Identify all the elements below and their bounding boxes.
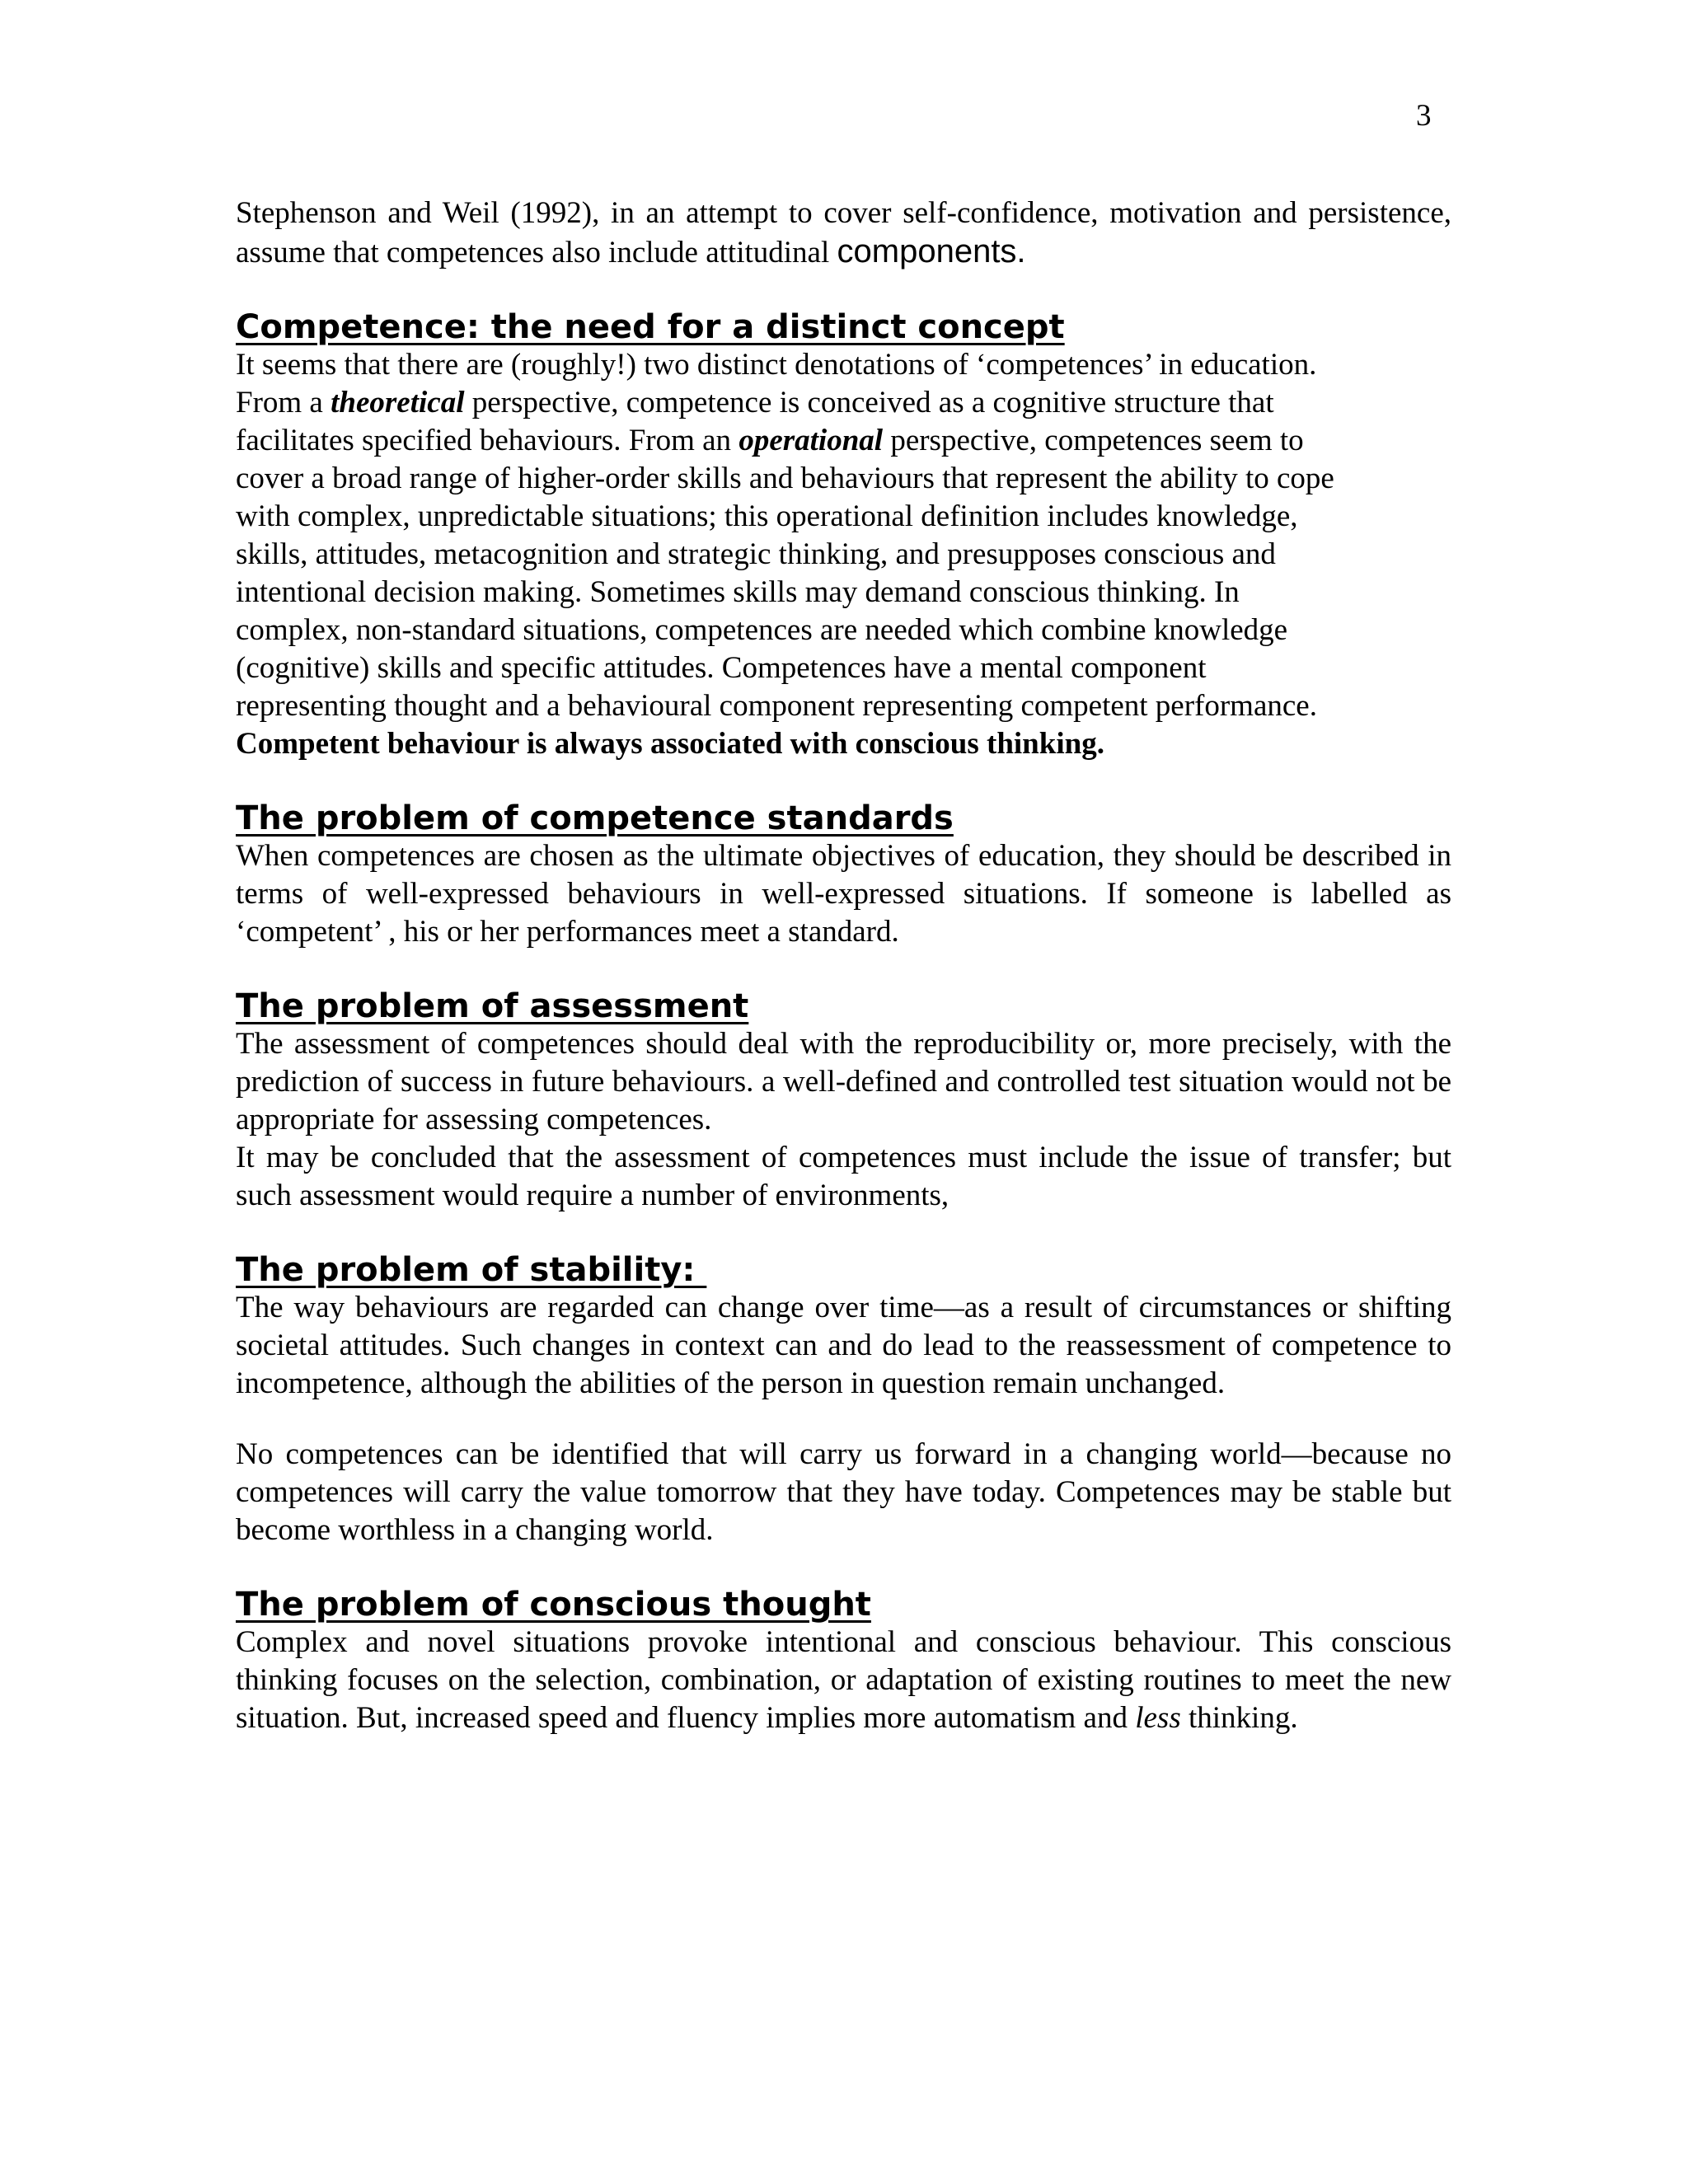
emphasis-operational: operational <box>738 424 884 457</box>
bold-statement: Competent behaviour is always associated with conscious thinking. <box>236 727 1104 761</box>
section-body-distinct-concept <box>236 346 1451 763</box>
line: cover a broad range of higher-order skills and behaviours that represent the ability to cope <box>236 462 1334 495</box>
section-body-stability-2: No competences can be identified that will carry us forward in a changing world—because no competences will carry the value tomorrow that they have today. Competences may be stable but become worthless in a changing world. <box>236 1437 1451 1547</box>
document-body <box>236 194 1451 1737</box>
text: Complex and novel situations provoke intentional and conscious behaviour. This conscious thinking focuses on the selection, combination, or adaptation of existing routines to meet the new situation. But, increased speed and fluency implies more automatism and <box>236 1625 1451 1735</box>
section-body-competence-standards: When competences are chosen as the ultimate objectives of education, they should be described in terms of well-expressed behaviours in well-expressed situations. If someone is labelled as ‘competent’ , his or her performances meet a standard. <box>236 839 1451 949</box>
line <box>236 422 1451 460</box>
line: representing thought and a behavioural component representing competent performance. <box>236 689 1317 723</box>
text: thinking. <box>1180 1701 1298 1735</box>
section-heading-conscious-thought: The problem of conscious thought <box>236 1586 871 1624</box>
emphasis-less: less <box>1135 1701 1181 1735</box>
section-heading-distinct-concept: Competence: the need for a distinct concept <box>236 308 1065 346</box>
page-number: 3 <box>1416 99 1432 133</box>
section-heading-stability: The problem of stability: <box>236 1251 707 1289</box>
section-body-assessment-1: The assessment of competences should deal with the reproducibility or, more precisely, with the prediction of success in future behaviours. a well-defined and controlled test situation would not be appropriate for assessing competences. <box>236 1027 1451 1137</box>
section-heading-assessment: The problem of assessment <box>236 987 749 1025</box>
section-heading-competence-standards: The problem of competence standards <box>236 799 954 837</box>
section-body-stability-1: The way behaviours are regarded can change over time—as a result of circumstances or shifting societal attitudes. Such changes in context can and do lead to the reassessment of competence to incompetence, although the abilities of the person in question remain unchanged. <box>236 1291 1451 1400</box>
section-body-assessment-2: It may be concluded that the assessment of competences must include the issue of transfer; but such assessment would require a number of environments, <box>236 1141 1451 1212</box>
section-body-conscious-thought <box>236 1624 1451 1737</box>
intro-text: Stephenson and Weil (1992), in an attempt to cover self-confidence, motivation and persistence, assume that competences also include attitudinal <box>236 196 1451 269</box>
line: intentional decision making. Sometimes skills may demand conscious thinking. In <box>236 575 1240 609</box>
text: perspective, competences seem to <box>883 424 1304 457</box>
intro-paragraph <box>236 194 1451 272</box>
line: complex, non-standard situations, competences are needed which combine knowledge <box>236 613 1288 647</box>
intro-last-word: components. <box>837 233 1026 269</box>
text: facilitates specified behaviours. From an <box>236 424 739 457</box>
emphasis-theoretical: theoretical <box>331 386 465 419</box>
text: From a <box>236 386 331 419</box>
line <box>236 384 1451 422</box>
line: (cognitive) skills and specific attitudes. Competences have a mental component <box>236 651 1207 685</box>
line: skills, attitudes, metacognition and strategic thinking, and presupposes conscious and <box>236 537 1276 571</box>
text: perspective, competence is conceived as a cognitive structure that <box>464 386 1274 419</box>
line: It seems that there are (roughly!) two distinct denotations of ‘competences’ in education. <box>236 348 1317 382</box>
line: with complex, unpredictable situations; this operational definition includes knowledge, <box>236 499 1298 533</box>
